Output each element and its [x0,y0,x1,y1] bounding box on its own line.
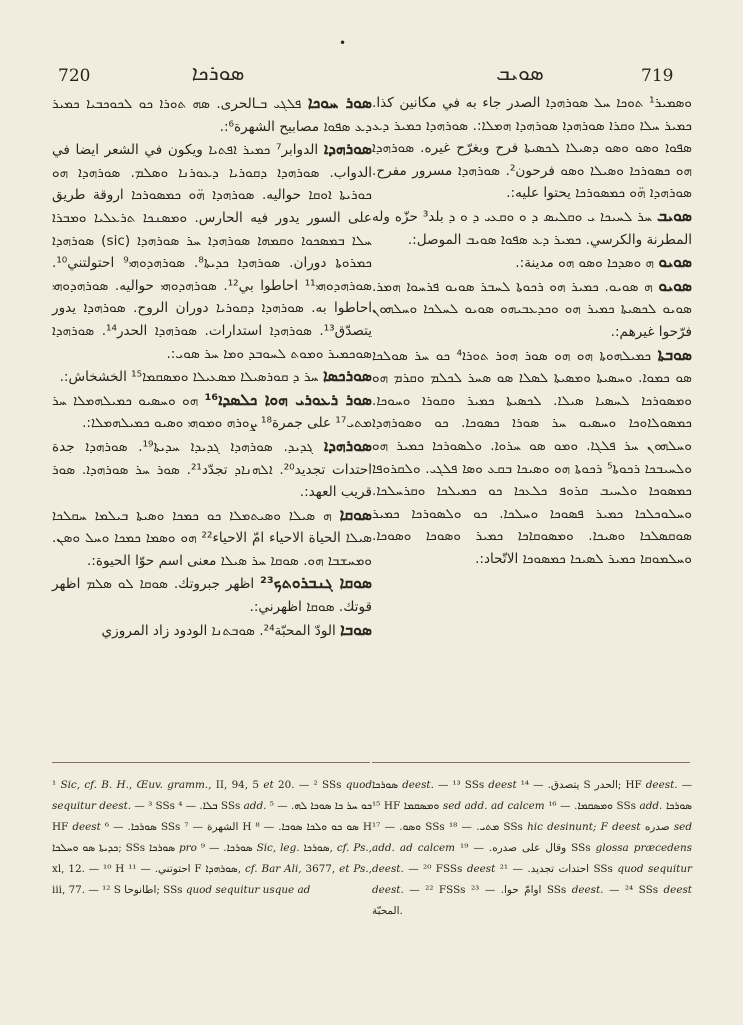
entry-text: ܓܕܝܕ. ܣܘܪܗܕܐ ܓܕܝܕܐ ܚܕܝܬܐ¹⁹. ܣܘܪܗܕܐ جدة احتدات تجديد²⁰. ܐܠܗܢܐܕ تجدّد²¹. ܣܘܪ ܚܪ ܣܘܪܗܕܐ. ܣܘܪ قريب العهد:. [52,438,372,501]
entry-text: ܚܪ ܕ ܩܘܪܣܝܠܐ ܡܣܥܝܠܐ ܘܡܣܩܡܐ¹⁵ الخشخاش:. [59,369,323,386]
entry-headword: ܣܘܩܐ ܓܢܒܪܘܬܟ²³ [260,574,372,593]
footnote-fragment: Sic, leg. [256,842,300,854]
left_page-entry [52,365,372,389]
footnote-fragment: 20. — ² SSs [278,779,346,791]
footnote-fragment: ܣܘܪܟܐ. — ⁶ SSs الشهرة — ⁷ H ܣܘ ܟܘ ܘܠܟܐ ܣܘܟܐ. — ⁸ H ܟܕܝܬܐ ܣܘ ܘܚܠܟܐ; SSs ܣܘܪܟܐ [52,821,372,854]
left-page-number: 720 [58,66,91,86]
right-footnotes [372,775,692,922]
entry-text: الدوابر⁷ ܟܡܝܪ ܐܦܬܝܐ ويكون في الشعر ايضا في الدواب. ܣܘܪܗܕܐ ܕܩܘܪܝܐ ܕܥܘܪܢܐ ܘܣܠܡ. ܣܘܪܗܕܐ ܗܘ ܟܘܪܝܬܐ ܐܘܩܐ حواليه. ܣܘܪܗܕܐ ܗ̈ܘ ܟܡܣܘܪܟܐ اروقة طريق على السور يدور فيه الحارس. ܘܡܣܢܟܐ ܬܪܥܠܝܐ ܘܡܒܪܐ ܚܠܐ ܒܡܣܟܘܐ ܘܩܡܗܐ ܣܘܪܗܕܐ ܚܪ ܣܘܪܗܕܐ (sic) ܣܘܪܗܕܐ ܟܡܪܘܬܐ دوران. ܣܘܪܗܕܐ ܟܕܝܬܐ⁸. ܣܘܪܗܕܘܗܝ⁹ احتولتني¹⁰. ܣܘܪܗܕܘܗܝ¹¹ احاطوا بي¹². ܣܘܪܗܕܘܗܝ حواليه. ܣܘܪܗܕܘܗܝ احاطوا به. ܣܘܪܗܕܐ ܕܩܘܪܝܐ دوران الروح. ܣܘܪܗܕܐ يدور يتصدّق¹³. ܣܘܪܗܕܐ استدارات. ܣܘܪܗܕܐ الحدر¹⁴. ܣܘܪܗܕܐ ܣܘܟܡܝܪ ܘܡܘܬ ܠܚܘܒܕ ܘܡܐ ܚܪ ܣܘܝ:. [52,142,372,362]
left-header-word: ܣܘܪܟܐ [191,61,245,85]
left-footnote-rule [52,762,370,763]
entry-headword: ܣܘܝܘ [658,276,692,295]
footnote-fragment: ܟܘ ܚܪ ܟܐ ܣܘܟܐ ܠܗ. — ⁵ HF [52,800,373,833]
footnote-fragment: — ²⁴ SSs [603,884,664,896]
left_page-entry [52,138,372,365]
entry-headword: ܣܘܪ ܚܘܟܐ [307,94,372,112]
footnote-fragment: sed add. ad calcem [442,800,545,812]
footnote-fragment: quod sequitur usque ad [185,884,311,896]
right_page-entry [372,251,692,275]
entry-text: ܗ ܣܘܝܘ. ܟܡܝܪ ܗܘ ܪܟܘܬܐ ܠܚܒܪ ܣܘܝܘ ܦܪܚܘܐ ܗܡܪ. ܣܘܝܘ ܠܟܣܝܬܐ ܟܡܝܪ ܗܘ ܘܟܕܥܒܝܗܘ ܣܘܝܘ ܠܚܠܟܐ ܘܚܠܗܘܢ فرّحوا غيرهم:. [372,278,692,340]
entry-text: ܦܠܓܝ ܒـالحرى. ܣܗ ܬܘܪܐ ܟܘ ܠܟܘܟܒܝܐ ܟܡܝܪ ܕܥ ܣܦܘܐ مصابيح الشهرة⁶:. [52,96,372,135]
footnote-fragment: et Ps., [339,863,372,875]
footnote-fragment: — ²⁰ FSSs [403,863,467,875]
right-column-text [372,92,692,570]
footnote-fragment: صدره [640,821,674,833]
footnote-fragment: iii, 77. — ¹² S اطانوحا; SSs [52,884,186,896]
footnote-fragment: وقال على صدره. — ¹⁹ SSs [454,842,596,854]
left_page-entry [52,389,372,435]
footnote-fragment: — ¹³ SSs [433,779,489,791]
entry-headword: ܣܘܝܘ [658,253,692,272]
footnote-fragment: cf. Bar Ali, [244,863,302,875]
entry-headword: ܣܘܪܗܕܐ [323,436,372,455]
left-footnotes [52,775,372,901]
footnote-fragment: ܣܘܪܟܐ. — ⁹ [196,842,257,854]
footnote-fragment: احتدات تجديد. — ²¹ SSs [495,863,618,875]
footnote-fragment: sed add. ad calcem [372,821,692,854]
right_page-entry [372,275,692,344]
entry-headword: ܣܘܝܒ [657,206,692,225]
entry-text: الودّ المحبّة²⁴. ܣܘܒܬܢܐ الودود زاد المروزي [101,622,341,639]
right_page-entry [372,205,692,251]
footnote-fragment: II, 94, 5 [215,779,264,791]
footnote-fragment: add. [243,800,267,812]
footnote-fragment: ¹ [52,779,61,791]
entry-headword: ܣܘܒܐ [340,620,372,639]
footnote-fragment: — ³ SSs ܒܠܐ. — ⁴ SSs [131,800,244,812]
footnote-fragment: xl, 12. — ¹⁰ H احتوتني. — ¹¹ F ܣܘܪܗܕܐ, [52,863,245,875]
footnote-fragment: deest. [402,779,434,791]
left_page-entry [52,619,372,643]
entry-text: ܟܡܝܠܗܘܬܐ ܗܘ ܗܘ ܣܘܪ ܗܘܪ ܬܘܪܐ⁴ ܟܘ ܚܪ ܣܘܠܟܐ ܣܘ ܟܡܘܐ. ܘܚܣܝܬܐ ܘܡܣܝܬܐ ܠܣܠܐ ܣܘ ܣܚܪ ܠܟܠܡ ܘܩܪܡ ܗܘ ܘܡܣܘܪܟܐ ܠܚܣܝܐ ܣܝܠܐ. ܠܟܣܝܬܐ ܟܡܝܪ ܘܩܘܪܐ ܘܚܘܟܐ. ܟܡܣܘܠܐܘܟܐ ܘܚܣܝܘ ܚܪ ܣܘܪܐ ܟܣܘܟܐ. ܟܘ ܘܣܘܪܗܕܐ ܘܚܠܗܘܢ ܚܪ ܦܠܓܐ. ܘܡܘ ܣܘ ܚܪܘܐ. ܘܠܣܘܪܟܐ ܟܡܝܪ ܗܘ ܘܠܚܝܒܟܐ ܪܟܘܬܐ⁵ ܪܟܘܬܐ ܗܘ ܘܣܝܟܐ ܒܩܥ ܘܣܐ ܦܠܓܝ. ܘܠܩܪܘܦܐ ܟܡܣܘܟܐ ܘܠܚܝܒ ܩܪܘܦ ܟܠܥܟܐ ܟܘ ܟܡܝܠܟܐ ܘܩܪܚܠܟܐ. ܘܚܠܘܟܠܟܐ ܟܡܝܪ ܦܣܘܟܐ ܘܚܠܟܐ. ܟܘ ܘܠܣܘܪܟܐ ܟܡܝܪ ܣܘܩܣܠܟܐ ܘܣܝܟܐ. ܘܡܣܘܩܐܟܐ ܟܡܝܪ ܘܣܘܟܐ ܘܣܘܟܐ. ܘܚܠܡܘܩܐ ܟܡܝܪ ܠܣܝܟܐ ܟܡܣܘܟܐ الاتّحاد:. [372,347,692,567]
footnote-fragment: deest. [645,779,678,791]
footnote-fragment: cf. Ps., [336,842,373,854]
left_page-entry [52,92,372,138]
footnote-fragment: quod sequitur deest. [372,863,692,896]
footnote-fragment: المحبّة. [372,905,403,917]
entry-headword: ܣܘܪܗܕܐ [323,140,372,159]
footnote-fragment: ܣܘܪܟܐ ܘܣܘ. — ¹⁷ SSs ܡܬܝ. — ¹⁸ SSs [372,800,692,833]
footnote-fragment: deest. [571,884,604,896]
entry-headword: ܣܘܩܐ [339,505,372,524]
entry-text: ܗ ܘܣܕܟܐ ܘܣܘ ܗܘ مدينة:. [515,255,659,272]
entry-headword: ܣܘܒܬܐ [657,345,692,364]
top-dot-mark: • [339,36,347,50]
entry-text: ܗ ܣܝܠܐ ܘܣܝܬܡܠܐ ܟܘ ܟܡܟܐ ܘܣܝܬܐ ܒܝܠܡܐ ܚܩܠܟܐ ܣܝܠܐ الحياة الاحياء امّ الاحياء²² ܗܘ ܘܣܡܐ ܟܡܟܐ ܘܚܠ ܘܣܢ. ܘܡܚܫܒܐ ܗܘ. ܣܘܩܐ ܚܪ ܣܝܠܐ معنى اسم حوّا الحيوة:. [52,507,373,569]
entry-text: ܚܪ ܠܚܝܟܐ ܝ ܘܩܠܝܣ ܕ ܘ ܘܩܥܝ ܕ ܘ ܕ بلد³ حزّه وله المطرنة والكرسي. ܟܡܝܪ ܕܥ ܣܦܘܐ ܣܘܝܒ الموصل:. [372,208,692,248]
footnote-fragment: ܘܡܣܩܡܐ. — ¹⁶ SSs [544,800,640,812]
footnote-fragment: ܣܘܪܟܐ, [299,842,337,854]
footnote-fragment: quod sequitur deest. [52,779,373,812]
footnote-fragment: add. [639,800,663,812]
footnote-fragment: deest [488,779,517,791]
right-page-number: 719 [641,66,674,86]
left_page-entry [52,504,372,573]
footnote-fragment: 3677, [301,863,340,875]
footnote-fragment: — ¹⁵ HF ܘܡܣܩܡܐ [372,779,692,812]
left-column-text [52,92,372,642]
right_page-entry [372,344,692,571]
right-header-word: ܣܘܝܒ [496,61,544,85]
entry-text: ܗܘ ܘܚܣܝܘ ܟܡܝܠܗܡܠܐ ܚܪ ܡܬܝ¹⁷ على جمرة¹⁸ ܨܘܪܗ ܘܡܘܗܝ ܘܣܝܘ ܟܡܝܠܗܡܠܐ:. [52,392,372,432]
entry-text: ܘܣܡܝܪ¹ ܬܘܟܐ ܚܠ ܣܘܪܗܕܐ الصدر جاء به في مكانين كذا. ܟܡܝܪ ܚܠܐ ܘܩܪܐ ܣܘܪܗܕܐ ܣܘܪܗܕܐ ܗܡܠܐ:. ܣܘܪܗܕܐ ܟܡܝܪ ܕܥ ܣܦܘܐ ܘܣܘ ܘܣܘ ܕܣܝܠܐ ܠܟܣܝܬܐ فرح وبغرّح غيره. ܣܘܪܗܕܐ ܗܘ ܟܣܘܪܟܐ ܘܣܝܠܐ ܘܣܘ فرحون². ܣܘܪܗܕܐ مسرور مفرح. ܣܘܪܗܕܐ ܗ̈ܘ ܟܡܣܘܪܟܐ يحتوا عليه:. [372,95,692,202]
entry-text: اظهر جبروتك. ܣܘܩܐ ܠܘ ܣܠܡ اظهر قوتك. ܣܘܩܐ اظهرني:. [52,576,372,616]
entry-headword: ܣܘܪܟܣܐ [322,367,372,386]
footnote-fragment: et [263,779,278,791]
footnote-fragment: hic desinunt; F deest [527,821,641,833]
footnote-fragment: ܣܘܪܟܐ [372,779,403,791]
entry-headword: ܣܘܪ ܪܥܘܪܝ ܗܘܐ ܟܠܣܕܐ¹⁶ [204,390,372,409]
right_page-entry [372,92,692,205]
left_page-entry [52,435,372,504]
footnote-fragment: Sic, cf. B. H., Œuv. gramm., [60,779,216,791]
footnote-fragment: — ²² FSSs اوامّ حوا. — ²³ SSs [403,884,572,896]
footnote-fragment: pro [179,842,197,854]
footnote-fragment: deest [466,863,496,875]
footnote-fragment: glossa præcedens deest. [372,842,692,875]
footnote-fragment: يتصدق. — ¹⁴ S الحدر; HF [516,779,646,791]
footnote-fragment: deest [663,884,692,896]
left_page-entry [52,572,372,618]
footnote-fragment: deest [72,821,101,833]
right-footnote-rule [372,762,690,763]
